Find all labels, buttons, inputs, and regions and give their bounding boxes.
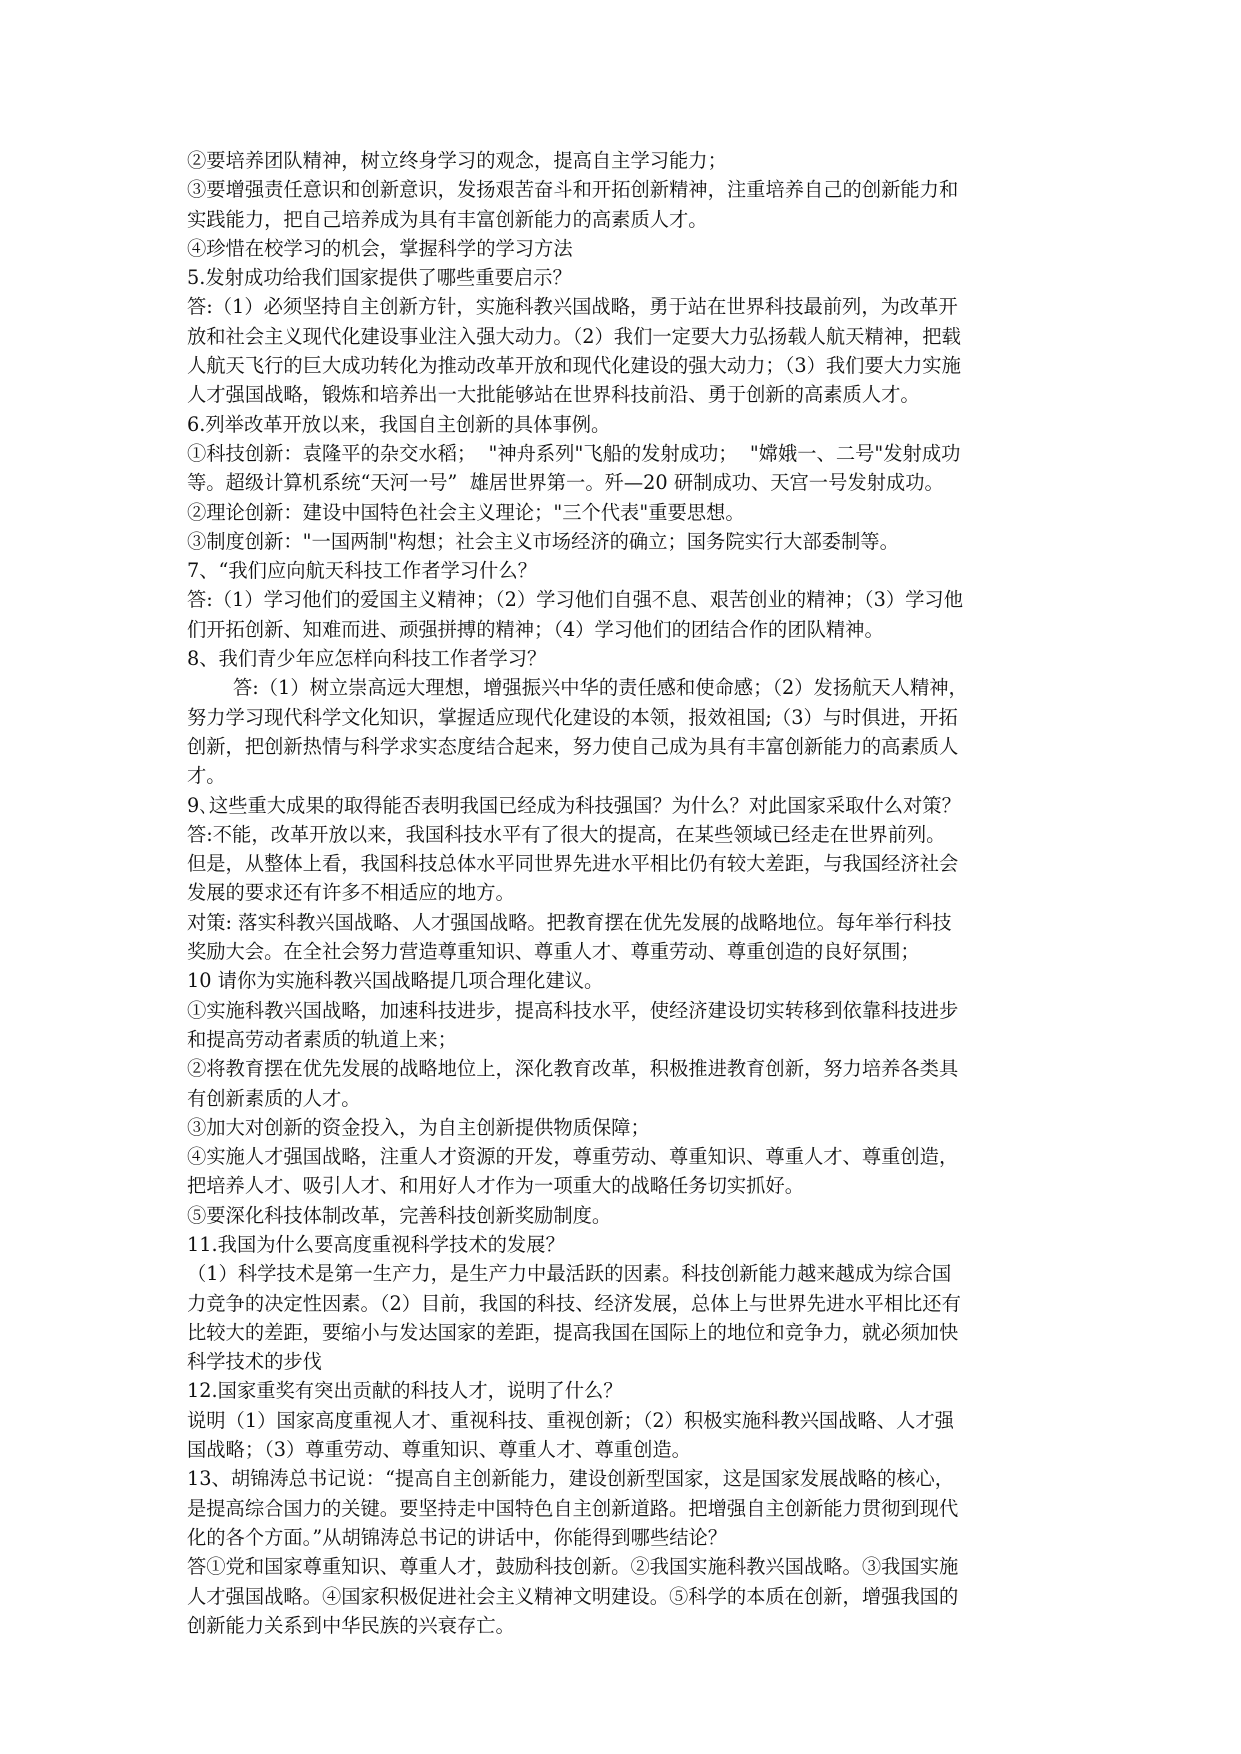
text-line: 答:（1）学习他们的爱国主义精神；（2）学习他们自强不息、艰苦创业的精神；（3）学习他 <box>187 588 963 612</box>
question-heading: 5.发射成功给我们国家提供了哪些重要启示？ <box>187 266 572 290</box>
text-line: ③加大对创新的资金投入，为自主创新提供物质保障； <box>187 1115 650 1139</box>
text-line: 实践能力，把自己培养成为具有丰富创新能力的高素质人才。 <box>187 207 708 231</box>
text-line: 比较大的差距，要缩小与发达国家的差距，提高我国在国际上的地位和竞争力，就必须加快 <box>187 1320 959 1344</box>
text-line: （1）科学技术是第一生产力，是生产力中最活跃的因素。科技创新能力越来越成为综合国 <box>187 1262 952 1286</box>
question-heading: 13、胡锦涛总书记说：“提高自主创新能力，建设创新型国家，这是国家发展战略的核心， <box>187 1467 955 1491</box>
text-line: 是提高综合国力的关键。要坚持走中国特色自主创新道路。把增强自主创新能力贯彻到现代 <box>187 1496 959 1520</box>
text-line: 人才强国战略，锻炼和培养出一大批能够站在世界科技前沿、勇于创新的高素质人才。 <box>187 383 920 407</box>
text-line: 发展的要求还有许多不相适应的地方。 <box>187 881 515 905</box>
text-line: ④珍惜在校学习的机会，掌握科学的学习方法 <box>187 236 573 260</box>
text-line: 答:（1）树立崇高远大理想，增强振兴中华的责任感和使命感；（2）发扬航天人精神， <box>233 676 968 700</box>
text-line: 创新能力关系到中华民族的兴衰存亡。 <box>187 1613 515 1637</box>
text-line: ②要培养团队精神，树立终身学习的观念，提高自主学习能力； <box>187 149 727 172</box>
text-line: 等。超级计算机系统“天河一号” 雄居世界第一。歼—20 研制成功、天宫一号发射成功。 <box>187 471 944 495</box>
text-line: 努力学习现代科学文化知识，掌握适应现代化建设的本领，报效祖国;（3）与时俱进，开拓 <box>187 705 958 729</box>
text-line: ③要增强责任意识和创新意识，发扬艰苦奋斗和开拓创新精神，注重培养自己的创新能力和 <box>187 178 959 202</box>
text-line: 但是，从整体上看，我国科技总体水平同世界先进水平相比仍有较大差距，与我国经济社会 <box>187 852 959 876</box>
text-line: 答:（1）必须坚持自主创新方针，实施科教兴国战略，勇于站在世界科技最前列，为改革开 <box>187 295 958 319</box>
document-page <box>187 146 1055 1640</box>
question-heading: 6.列举改革开放以来，我国自主创新的具体事例。 <box>187 412 611 436</box>
text-line: 有创新素质的人才。 <box>187 1086 361 1110</box>
question-heading: 8、我们青少年应怎样向科技工作者学习？ <box>187 647 547 671</box>
text-line: 答:不能，改革开放以来，我国科技水平有了很大的提高，在某些领域已经走在世界前列。 <box>187 822 946 846</box>
question-heading: 12.国家重奖有突出贡献的科技人才，说明了什么？ <box>187 1379 623 1403</box>
text-line: 放和社会主义现代化建设事业注入强大动力。（2）我们一定要大力弘扬载人航天精神，把载 <box>187 324 961 348</box>
text-line: 对策: 落实科教兴国战略、人才强国战略。把教育摆在优先发展的战略地位。每年举行科技 <box>187 910 952 934</box>
text-line: 国战略；（3）尊重劳动、尊重知识、尊重人才、尊重创造。 <box>187 1438 691 1462</box>
text-line: ④实施人才强国战略，注重人才资源的开发，尊重劳动、尊重知识、尊重人才、尊重创造， <box>187 1145 959 1169</box>
question-heading: 11.我国为什么要高度重视科学技术的发展？ <box>187 1232 565 1256</box>
text-line: 才。 <box>187 764 226 788</box>
text-line: 答①党和国家尊重知识、尊重人才，鼓励科技创新。②我国实施科教兴国战略。③我国实施 <box>187 1555 959 1579</box>
text-line: ⑤要深化科技体制改革，完善科技创新奖励制度。 <box>187 1203 612 1227</box>
text-line: 科学技术的步伐 <box>187 1350 322 1374</box>
text-line: 人才强国战略。④国家积极促进社会主义精神文明建设。⑤科学的本质在创新，增强我国的 <box>187 1584 959 1608</box>
text-line: 化的各个方面。”从胡锦涛总书记的讲话中，你能得到哪些结论？ <box>187 1525 728 1549</box>
text-line: 人航天飞行的巨大成功转化为推动改革开放和现代化建设的强大动力；（3）我们要大力实施 <box>187 354 961 378</box>
text-line: 力竞争的决定性因素。（2）目前，我国的科技、经济发展，总体上与世界先进水平相比还有 <box>187 1291 961 1315</box>
question-heading: 7、“我们应向航天科技工作者学习什么？ <box>187 559 537 583</box>
text-line: 说明（1）国家高度重视人才、重视科技、重视创新；（2）积极实施科教兴国战略、人才强 <box>187 1408 954 1432</box>
text-line: 创新，把创新热情与科学求实态度结合起来，努力使自己成为具有丰富创新能力的高素质人 <box>187 734 959 758</box>
text-line: 们开拓创新、知难而进、顽强拼搏的精神；（4）学习他们的团结合作的团队精神。 <box>187 617 884 641</box>
text-line: 把培养人才、吸引人才、和用好人才作为一项重大的战略任务切实抓好。 <box>187 1174 804 1198</box>
text-line: ①科技创新：袁隆平的杂交水稻； "神舟系列"飞船的发射成功； "嫦娥一、二号"发射成功 <box>187 441 961 465</box>
text-line: ②将教育摆在优先发展的战略地位上，深化教育改革，积极推进教育创新，努力培养各类具 <box>187 1057 959 1081</box>
question-heading: 9､这些重大成果的取得能否表明我国已经成为科技强国？为什么？对此国家采取什么对策？ <box>187 793 961 817</box>
text-line: ①实施科教兴国战略，加速科技进步，提高科技水平，使经济建设切实转移到依靠科技进步 <box>187 998 959 1022</box>
text-line: 和提高劳动者素质的轨道上来； <box>187 1027 457 1051</box>
text-line: 奖励大会。在全社会努力营造尊重知识、尊重人才、尊重劳动、尊重创造的良好氛围； <box>187 940 920 964</box>
question-heading: 10 请你为实施科教兴国战略提几项合理化建议。 <box>187 969 604 993</box>
text-line: ②理论创新：建设中国特色社会主义理论；"三个代表"重要思想。 <box>187 500 745 524</box>
text-line: ③制度创新："一国两制"构想；社会主义市场经济的确立；国务院实行大部委制等。 <box>187 529 899 553</box>
